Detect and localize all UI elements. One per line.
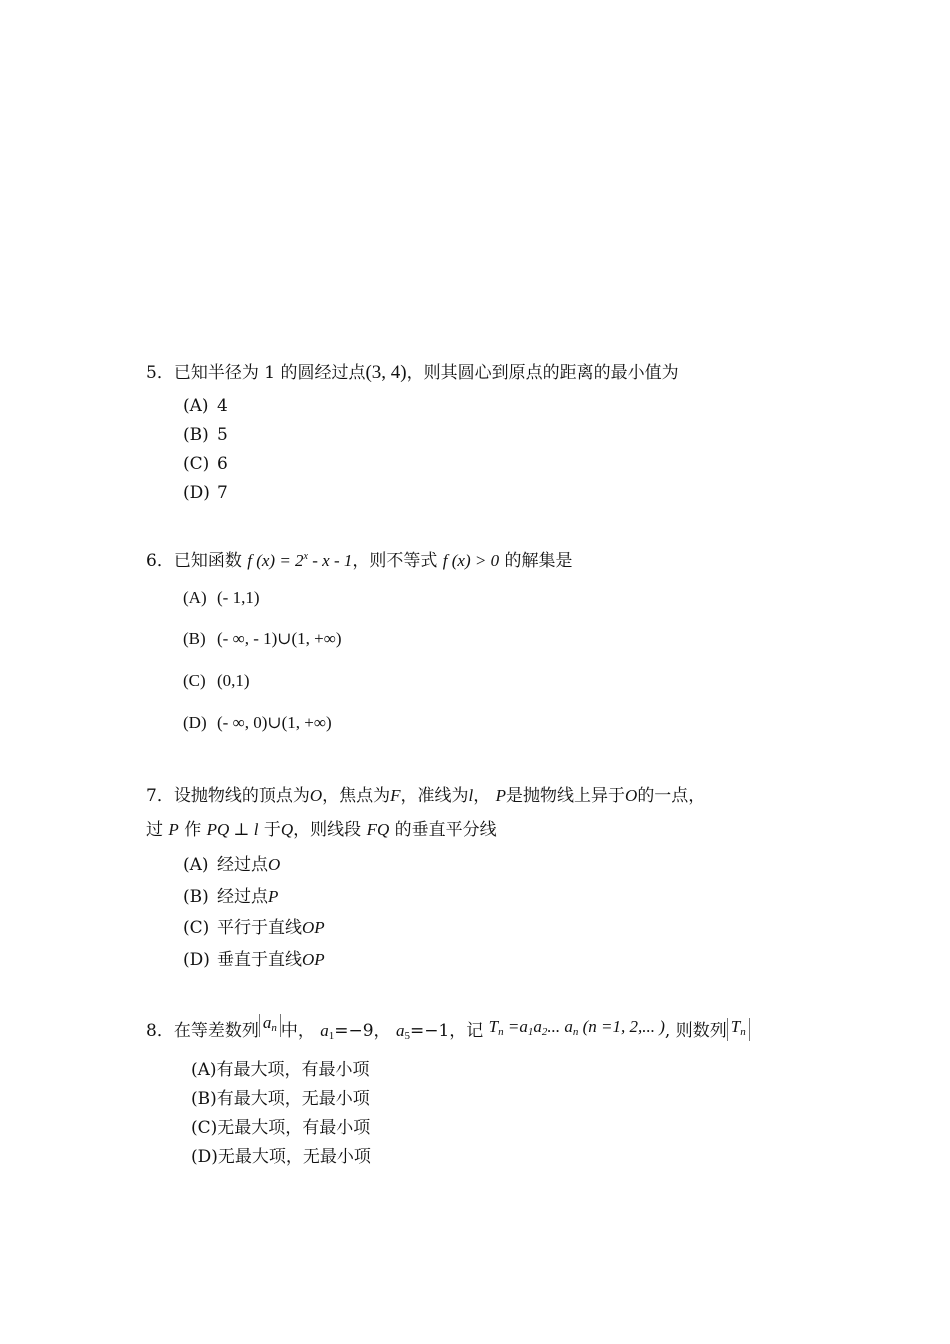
option-text: (- 1,1) <box>217 588 260 607</box>
option-label: (D) <box>183 950 210 970</box>
t-definition: $T_n =a_1a_2$... $a_n$ (n =1, 2,... ) <box>488 1017 665 1038</box>
option-text: 7 <box>217 483 228 503</box>
option-b[interactable]: (B) 经过点P <box>183 887 279 907</box>
option-label: (C) <box>191 1118 218 1138</box>
option-label: (A) <box>183 855 209 875</box>
option-label: (B) <box>183 629 206 648</box>
option-text: 有最大项，无最小项 <box>216 1089 370 1109</box>
question-text: 已知半径为 1 的圆经过点 <box>173 363 366 383</box>
function-definition: f $(x) = 2^x - x - 1$ <box>247 551 353 570</box>
option-label: (A) <box>183 396 209 416</box>
question-8: 8．在等差数列 $a_n$ 中， $a_1=-9$， $a_5=-1$，记 $T_n =a_1a_2$... $a_n$ (n =1, 2,... ), 则数列 $T_n$ <box>146 1016 750 1045</box>
option-c[interactable] <box>183 454 228 474</box>
sequence-t-n: $T_n$ <box>727 1018 750 1041</box>
option-d[interactable] <box>183 483 228 503</box>
option-text: 无最大项，无最小项 <box>217 1147 371 1167</box>
option-text: 5 <box>217 425 228 445</box>
option-label: (C) <box>183 918 210 938</box>
option-text: (- ∞, - 1)∪(1, +∞) <box>217 629 342 648</box>
option-label: (C) <box>183 454 210 474</box>
option-text: 有最大项，有最小项 <box>216 1060 370 1080</box>
option-label: (B) <box>183 425 209 445</box>
question-6 <box>146 546 573 571</box>
option-d[interactable] <box>183 713 332 733</box>
question-number: 8． <box>146 1021 174 1041</box>
option-label: (A) <box>183 588 207 607</box>
question-text: ，则其圆心到原点的距离的最小值为 <box>406 363 679 383</box>
option-d[interactable]: (D) 垂直于直线OP <box>183 950 325 970</box>
option-label: (C) <box>183 671 206 690</box>
question-text: 的解集是 <box>504 551 573 571</box>
option-b[interactable] <box>191 1084 370 1109</box>
inequality: f (x) > 0 <box>442 551 500 570</box>
question-7-line-1: 7．设抛物线的顶点为O，焦点为F，准线为l， P是抛物线上异于O的一点， <box>146 786 706 806</box>
option-text: 4 <box>217 396 228 416</box>
option-c[interactable] <box>191 1113 370 1138</box>
option-text: 无最大项，有最小项 <box>217 1118 371 1138</box>
option-label: (B) <box>191 1089 217 1109</box>
option-text: (0,1) <box>217 671 250 690</box>
option-d[interactable] <box>191 1142 371 1167</box>
option-label: (D) <box>183 713 207 732</box>
option-label: (A) <box>191 1060 217 1080</box>
question-7-line-2: 过 P 作 PQ ⊥ l 于Q，则线段 FQ 的垂直平分线 <box>146 820 497 840</box>
option-a[interactable] <box>191 1055 370 1080</box>
option-label: (D) <box>191 1147 218 1167</box>
option-label: (D) <box>183 483 210 503</box>
question-number: 5． <box>146 363 174 383</box>
option-a[interactable] <box>183 396 228 416</box>
option-label: (B) <box>183 887 209 907</box>
option-b[interactable] <box>183 629 342 649</box>
point-coordinates: (3, 4) <box>365 362 407 383</box>
option-text: 6 <box>217 454 228 474</box>
option-b[interactable] <box>183 425 228 445</box>
option-c[interactable] <box>183 671 250 691</box>
option-a[interactable] <box>183 588 259 608</box>
question-5 <box>146 358 679 384</box>
option-a[interactable]: (A) 经过点O <box>183 855 281 875</box>
question-number: 6． <box>146 551 174 571</box>
question-number: 7． <box>146 786 174 806</box>
sequence-a-n: $a_n$ <box>259 1014 281 1037</box>
option-text: (- ∞, 0)∪(1, +∞) <box>217 713 332 732</box>
question-text: 已知函数 <box>173 551 242 571</box>
question-text: ，则不等式 <box>352 551 438 571</box>
option-c[interactable]: (C) 平行于直线OP <box>183 918 325 938</box>
